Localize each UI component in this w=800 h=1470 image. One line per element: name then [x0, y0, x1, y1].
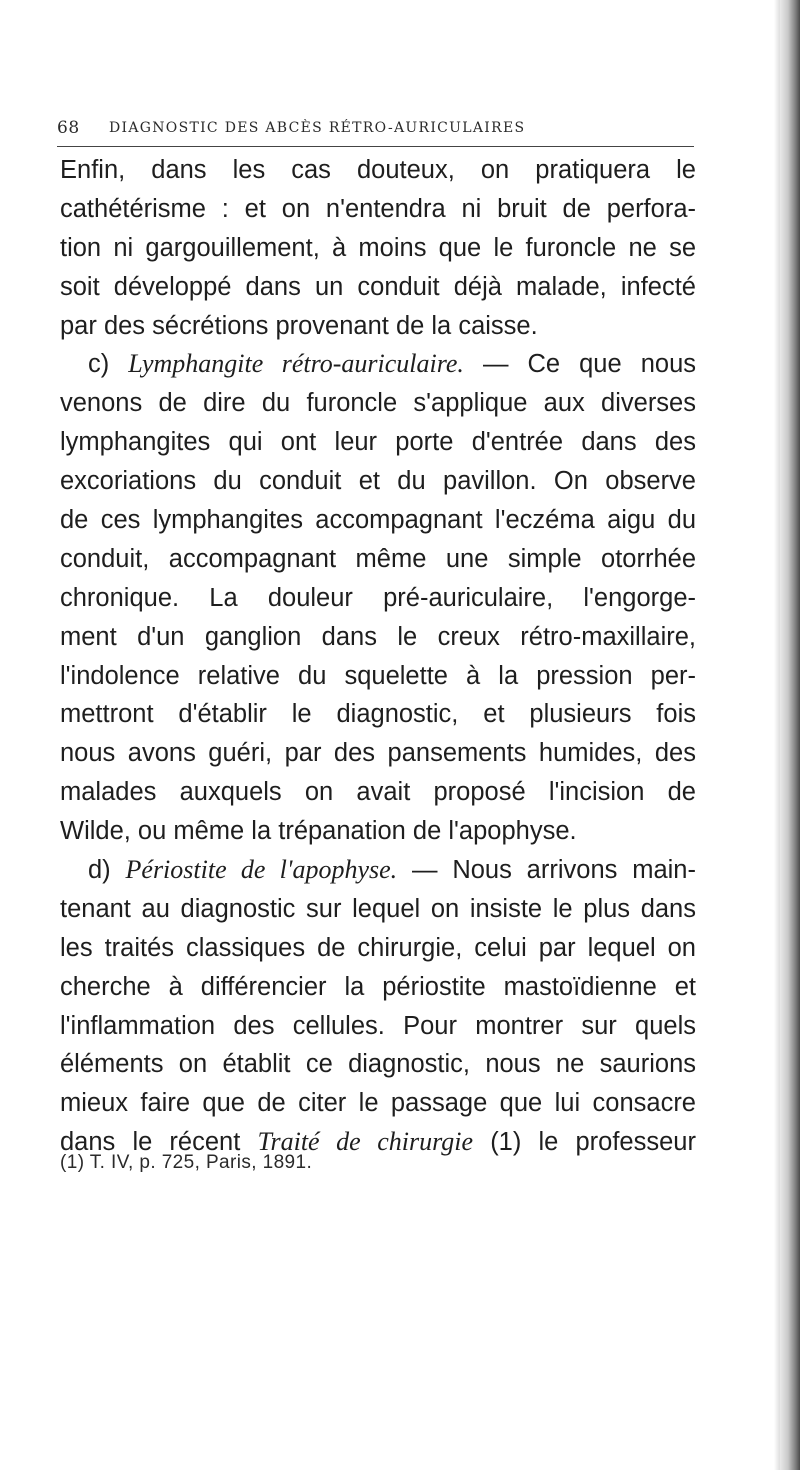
- text-line: tenant au diagnostic sur lequel on insiste le plus dans: [60, 894, 696, 923]
- text-line: tion ni gargouillement, à moins que le furoncle ne se: [60, 233, 696, 262]
- text-line: par des sécrétions provenant de la caisse.: [60, 311, 538, 340]
- text-line: de ces lymphangites accompagnant l'eczéma aigu du: [60, 506, 696, 535]
- text-line: venons de dire du furoncle s'applique aux diverses: [60, 389, 696, 418]
- text-line: mettront d'établir le diagnostic, et plusieurs fois: [60, 700, 696, 729]
- footnote: (1) T. IV, p. 725, Paris, 1891.: [60, 1152, 313, 1173]
- body-text: [60, 151, 696, 1162]
- cited-work-title: Traité de chirurgie: [257, 1127, 474, 1157]
- text-line: cathétérisme : et on n'entendra ni bruit de perfora-: [60, 194, 696, 223]
- text-line: les traités classiques de chirurgie, celui par lequel on: [60, 933, 696, 962]
- running-head: DIAGNOSTIC DES ABCÈS RÉTRO-AURICULAIRES: [109, 120, 526, 136]
- text-line: mieux faire que de citer le passage que lui consacre: [60, 1089, 696, 1118]
- text-line: Wilde, ou même la trépanation de l'apophyse.: [60, 817, 577, 846]
- text-line: malades auxquels on avait proposé l'incision de: [60, 778, 696, 807]
- text-line: l'indolence relative du squelette à la pression per-: [60, 661, 696, 690]
- text-line: lymphangites qui ont leur porte d'entrée dans des: [60, 428, 696, 457]
- page-number: 68: [57, 118, 80, 138]
- text-line: dans le récent Traité de chirurgie (1) le professeur: [60, 1127, 696, 1157]
- text-line: ment d'un ganglion dans le creux rétro-maxillaire,: [60, 622, 696, 651]
- book-edge: [780, 0, 800, 1470]
- page-header: [57, 118, 697, 140]
- text-line: l'inflammation des cellules. Pour montrer sur quels: [60, 1011, 696, 1040]
- text-line: nous avons guéri, par des pansements humides, des: [60, 739, 696, 768]
- text-line: éléments on établit ce diagnostic, nous ne saurions: [60, 1050, 696, 1079]
- text-line: cherche à différencier la périostite mastoïdienne et: [60, 972, 696, 1001]
- section-title-lymphangite: Lymphangite rétro-auriculaire.: [128, 349, 464, 379]
- text-line: soit développé dans un conduit déjà malade, infecté: [60, 272, 696, 301]
- text-line: conduit, accompagnant même une simple otorrhée: [60, 544, 696, 573]
- section-heading-line: d) Périostite de l'apophyse. — Nous arrivons main-: [88, 855, 696, 885]
- text-line: chronique. La douleur pré-auriculaire, l'engorge-: [60, 583, 696, 612]
- header-rule: [57, 146, 694, 147]
- text-line: Enfin, dans les cas douteux, on pratiquera le: [60, 156, 696, 184]
- text-line: excoriations du conduit et du pavillon. On observe: [60, 467, 696, 496]
- section-title-periostite: Périostite de l'apophyse.: [125, 855, 398, 885]
- section-heading-line: c) Lymphangite rétro-auriculaire. — Ce que nous: [88, 349, 696, 379]
